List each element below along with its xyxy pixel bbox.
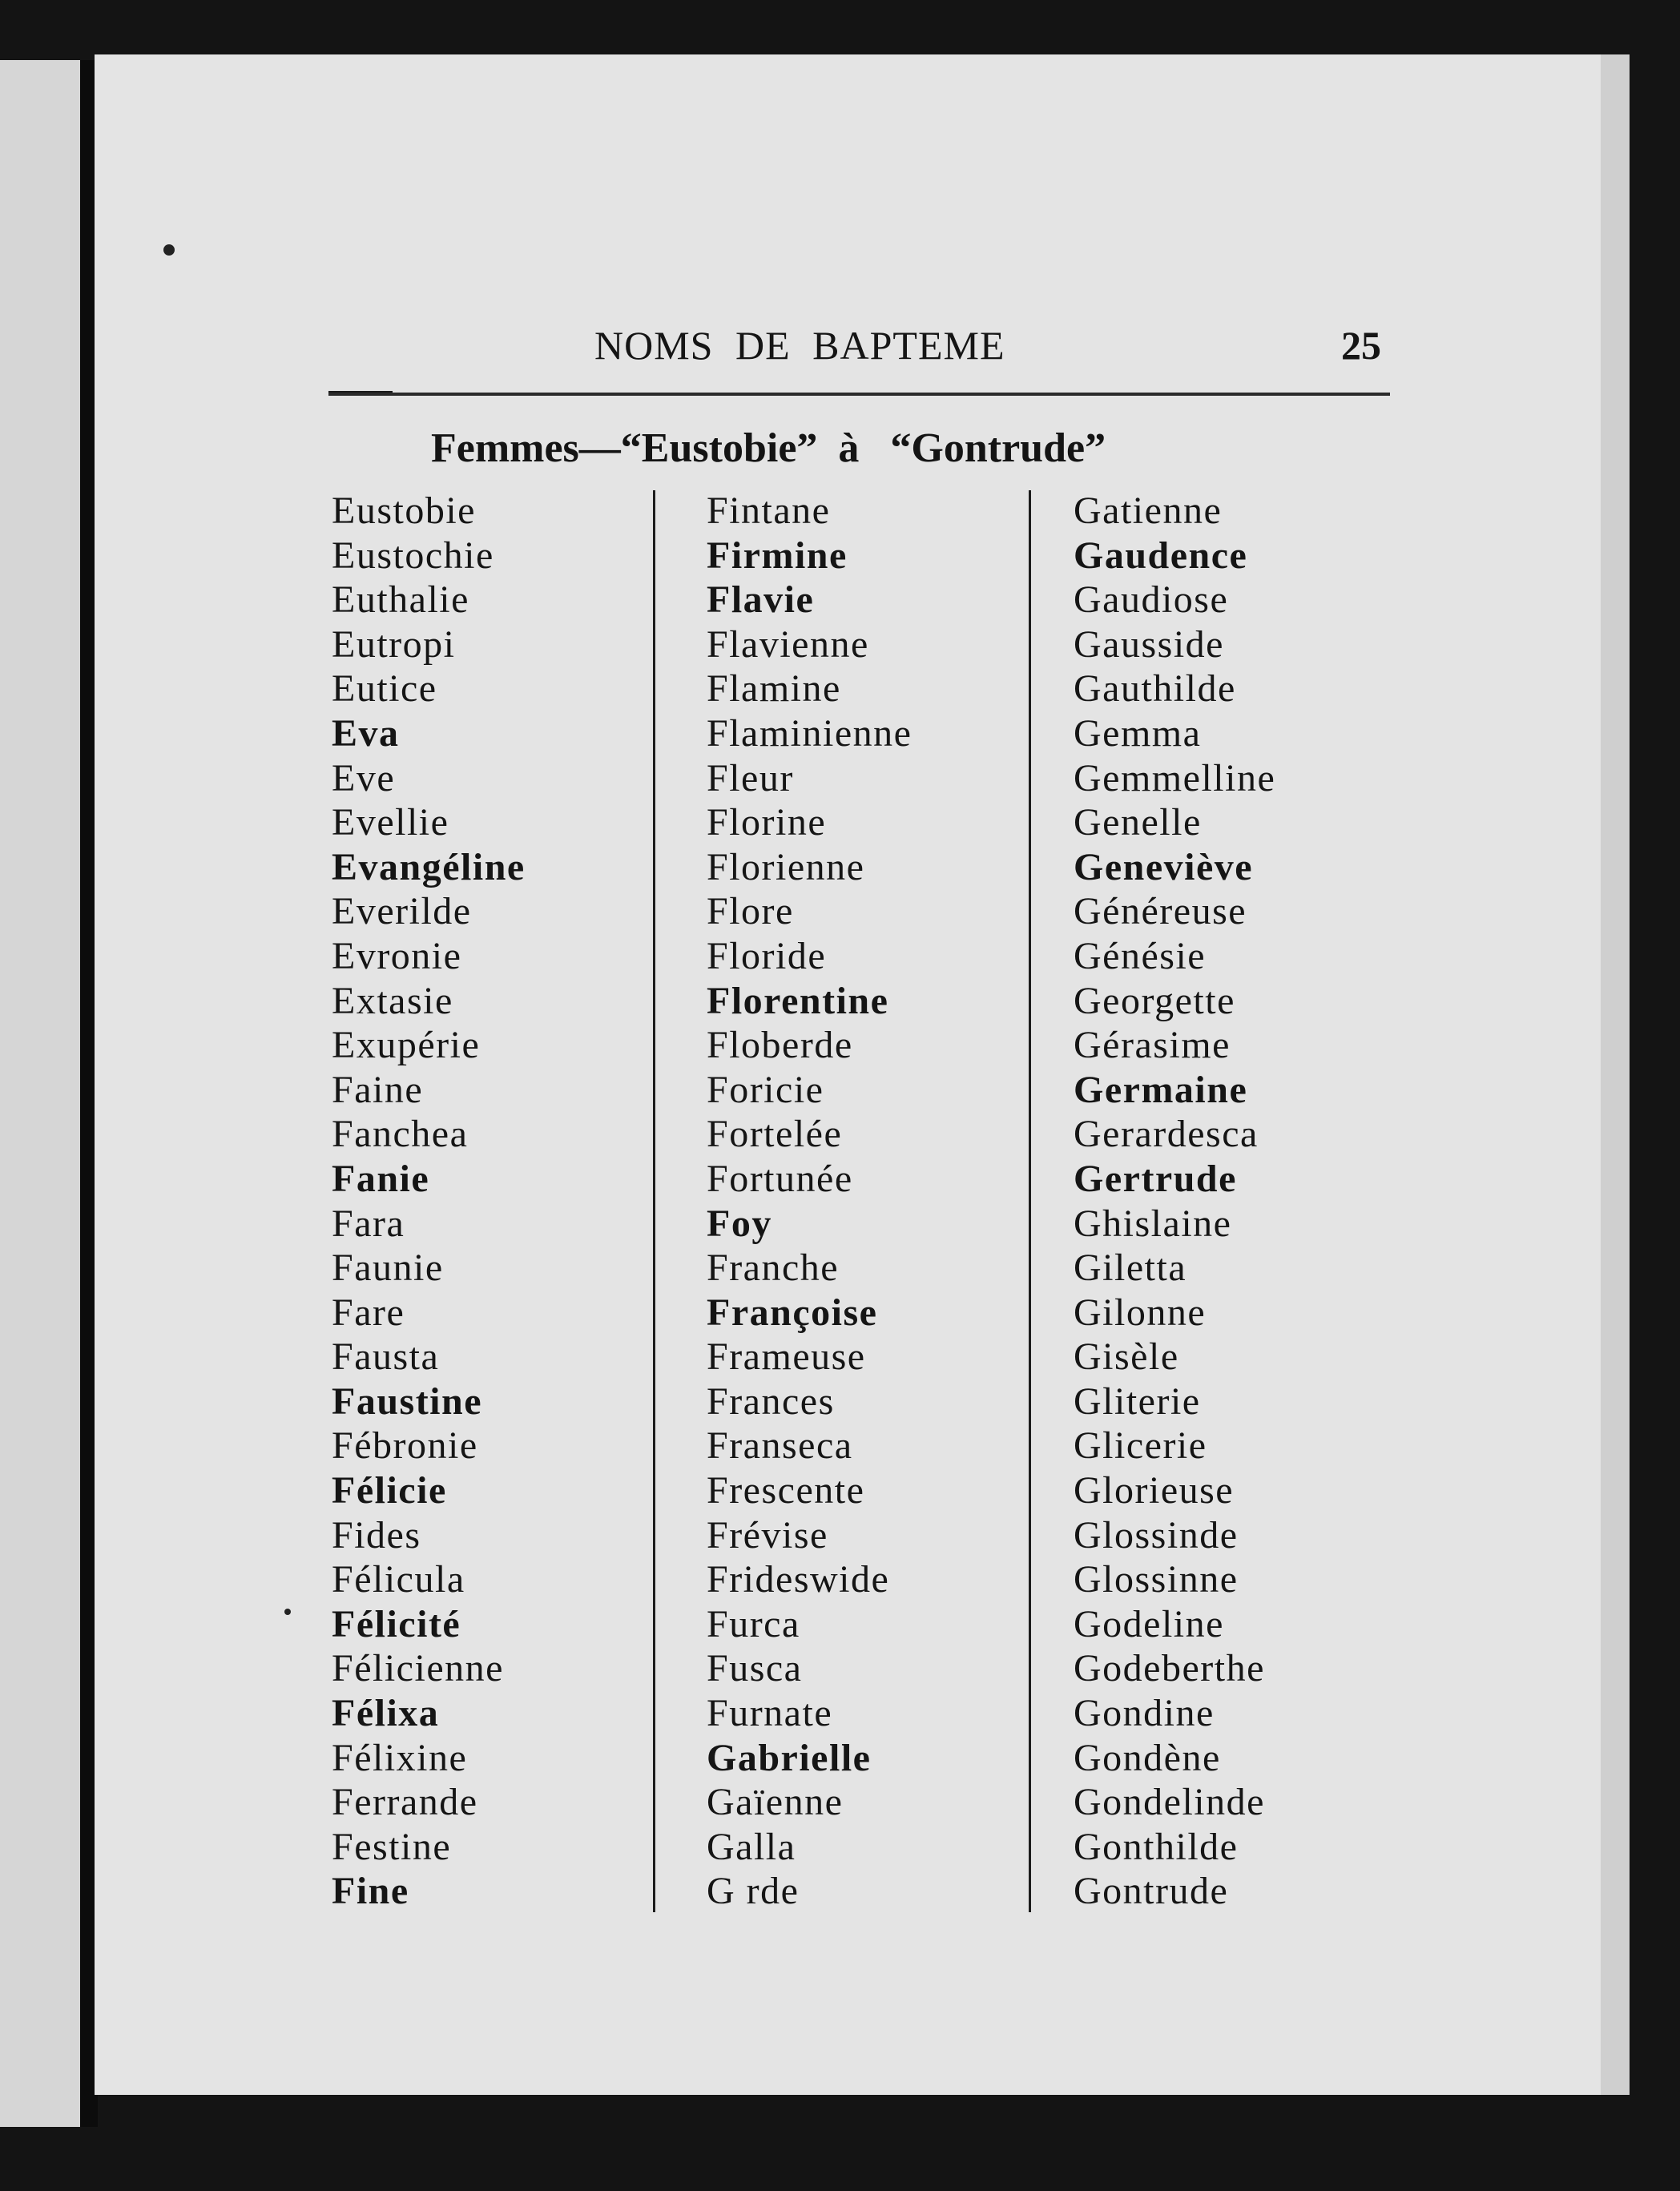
name-entry: Glossinde	[1074, 1513, 1239, 1557]
name-entry: Georgette	[1074, 979, 1235, 1022]
name-entry: Eutropi	[332, 622, 456, 666]
name-entry: Gondine	[1074, 1692, 1215, 1735]
name-entry: Eva	[332, 711, 400, 755]
name-entry: Eutice	[332, 667, 437, 711]
name-entry: Eve	[332, 756, 396, 799]
name-entry: Extasie	[332, 979, 453, 1022]
header-rule	[328, 393, 1390, 396]
name-entry: Gontrude	[1074, 1870, 1229, 1913]
name-entry: Fortelée	[707, 1113, 843, 1156]
name-entry: Florine	[707, 801, 827, 844]
column-divider	[1029, 490, 1031, 1912]
name-column-1	[332, 489, 526, 1914]
name-entry: Félicienne	[332, 1647, 504, 1690]
name-entry: Galla	[707, 1825, 796, 1868]
name-entry: Gemma	[1074, 711, 1202, 755]
name-entry: Gérasime	[1074, 1024, 1231, 1067]
name-entry: Fintane	[707, 489, 831, 532]
name-entry: Exupérie	[332, 1024, 481, 1067]
name-entry: Ferrande	[332, 1781, 478, 1824]
name-column-3	[1074, 489, 1275, 1914]
name-entry: Fusca	[707, 1647, 803, 1690]
name-entry: Frances	[707, 1379, 835, 1423]
name-entry: Gilonne	[1074, 1291, 1207, 1334]
name-entry: Eustochie	[332, 534, 494, 577]
name-entry: Firmine	[707, 534, 848, 577]
name-entry: Godeline	[1074, 1602, 1224, 1645]
name-entry: Everilde	[332, 890, 472, 933]
name-entry: Glossinne	[1074, 1558, 1239, 1601]
name-entry: Flore	[707, 890, 794, 933]
name-entry: Françoise	[707, 1291, 878, 1334]
name-entry: Gauthilde	[1074, 667, 1236, 711]
name-entry: Geneviève	[1074, 845, 1254, 888]
name-entry: Félicité	[332, 1602, 461, 1645]
name-entry: Florentine	[707, 979, 889, 1022]
name-entry: Euthalie	[332, 578, 469, 622]
name-entry: Gondène	[1074, 1736, 1221, 1779]
name-entry: Fine	[332, 1870, 409, 1913]
name-entry: Florienne	[707, 845, 865, 888]
name-entry: Félixine	[332, 1736, 468, 1779]
column-divider	[653, 490, 655, 1912]
name-entry: Gertrude	[1074, 1157, 1237, 1200]
name-entry: Franseca	[707, 1424, 853, 1468]
ink-dot	[284, 1609, 291, 1615]
name-entry: G rde	[707, 1870, 800, 1913]
name-entry: Furca	[707, 1602, 800, 1645]
name-entry: Gaudiose	[1074, 578, 1229, 622]
header-title: NOMS DE BAPTEME	[594, 323, 1005, 368]
name-entry: Gemmelline	[1074, 756, 1276, 799]
name-entry: Fanie	[332, 1157, 430, 1200]
name-entry: Godeberthe	[1074, 1647, 1265, 1690]
name-entry: Ghislaine	[1074, 1202, 1232, 1245]
name-entry: Fausta	[332, 1335, 440, 1379]
name-entry: Félicie	[332, 1469, 447, 1512]
name-entry: Fébronie	[332, 1424, 478, 1468]
page-number: 25	[1341, 323, 1381, 368]
name-entry: Frescente	[707, 1469, 865, 1512]
section-subtitle: Femmes—“Eustobie” à “Gontrude”	[431, 425, 1106, 471]
name-entry: Frévise	[707, 1513, 828, 1557]
name-entry: Flavienne	[707, 622, 869, 666]
name-entry: Glorieuse	[1074, 1469, 1235, 1512]
name-entry: Fleur	[707, 756, 794, 799]
name-entry: Fanchea	[332, 1113, 469, 1156]
name-entry: Genelle	[1074, 801, 1202, 844]
name-entry: Fara	[332, 1202, 405, 1245]
ink-dot	[163, 244, 175, 256]
name-entry: Gaudence	[1074, 534, 1248, 577]
name-entry: Gausside	[1074, 622, 1224, 666]
name-entry: Flaminienne	[707, 711, 913, 755]
name-entry: Gerardesca	[1074, 1113, 1259, 1156]
name-entry: Généreuse	[1074, 890, 1247, 933]
name-entry: Faustine	[332, 1379, 483, 1423]
name-entry: Fortunée	[707, 1157, 853, 1200]
name-entry: Germaine	[1074, 1068, 1248, 1111]
name-entry: Franche	[707, 1247, 840, 1290]
name-entry: Foy	[707, 1202, 772, 1245]
name-entry: Gabrielle	[707, 1736, 872, 1779]
name-entry: Evronie	[332, 934, 462, 977]
name-entry: Gatienne	[1074, 489, 1223, 532]
name-entry: Gliterie	[1074, 1379, 1201, 1423]
name-entry: Glicerie	[1074, 1424, 1207, 1468]
name-entry: Foricie	[707, 1068, 824, 1111]
name-entry: Fare	[332, 1291, 405, 1334]
name-entry: Faine	[332, 1068, 424, 1111]
name-entry: Evangéline	[332, 845, 526, 888]
name-entry: Giletta	[1074, 1247, 1187, 1290]
name-entry: Faunie	[332, 1247, 444, 1290]
name-entry: Félicula	[332, 1558, 465, 1601]
name-entry: Festine	[332, 1825, 452, 1868]
name-column-2	[707, 489, 912, 1914]
name-entry: Génésie	[1074, 934, 1207, 977]
running-header	[0, 322, 1680, 378]
name-entry: Gaïenne	[707, 1781, 844, 1824]
name-entry: Eustobie	[332, 489, 476, 532]
name-entry: Gonthilde	[1074, 1825, 1239, 1868]
name-entry: Gondelinde	[1074, 1781, 1265, 1824]
name-entry: Flamine	[707, 667, 841, 711]
name-entry: Fides	[332, 1513, 421, 1557]
name-entry: Félixa	[332, 1692, 440, 1735]
name-entry: Flavie	[707, 578, 815, 622]
name-entry: Floberde	[707, 1024, 853, 1067]
name-entry: Furnate	[707, 1692, 833, 1735]
name-entry: Gisèle	[1074, 1335, 1179, 1379]
name-entry: Frameuse	[707, 1335, 866, 1379]
name-entry: Frideswide	[707, 1558, 890, 1601]
name-entry: Floride	[707, 934, 827, 977]
name-entry: Evellie	[332, 801, 449, 844]
